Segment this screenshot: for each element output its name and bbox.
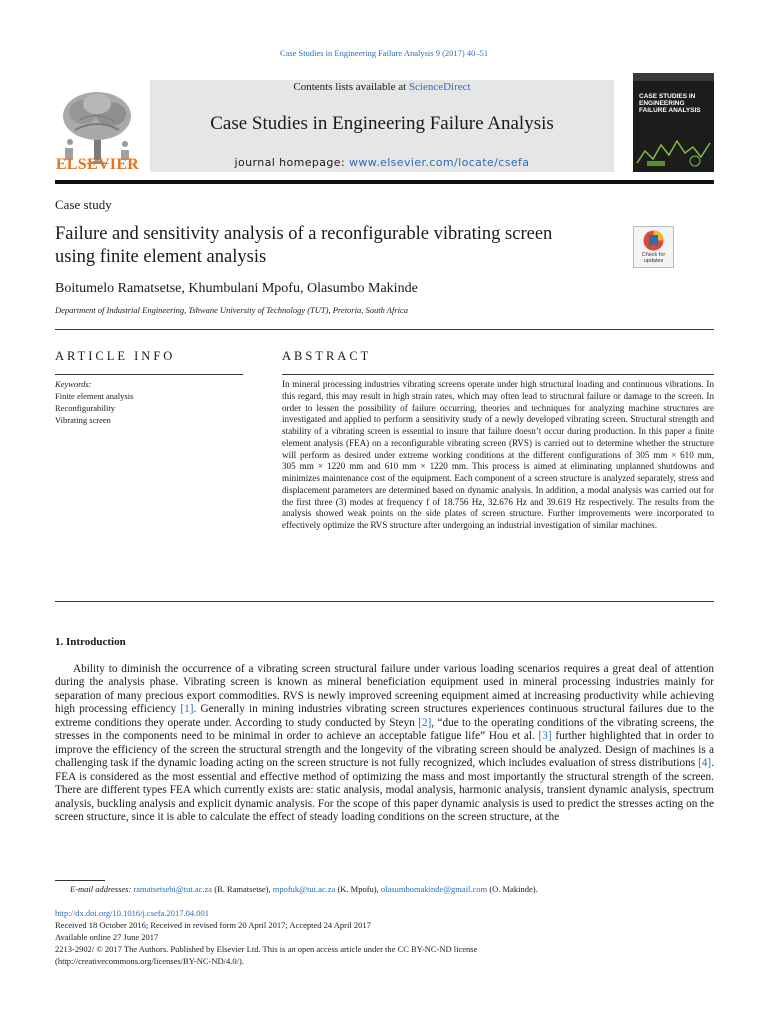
article-type: Case study <box>55 197 112 212</box>
paper-title <box>55 223 630 269</box>
keyword-item: Reconfigurability <box>55 403 115 413</box>
check-for-updates-button[interactable] <box>633 226 674 268</box>
paper-title-line-1: Failure and sensitivity analysis of a reconfigurable vibrating screen <box>55 224 553 244</box>
journal-citation[interactable]: Case Studies in Engineering Failure Analysis 9 (2017) 40–51 <box>279 48 489 58</box>
divider-top <box>55 329 714 330</box>
keyword-item: Finite element analysis <box>55 391 134 401</box>
author-list: Boitumelo Ramatsetse, Khumbulani Mpofu, Olasumbo Makinde <box>55 281 418 296</box>
email-footnote <box>70 884 538 894</box>
email-link-ramatsetse[interactable]: ramatsetsebi@tut.ac.za <box>133 884 213 894</box>
reference-link-1[interactable]: [1] <box>180 703 194 716</box>
sciencedirect-link[interactable]: ScienceDirect <box>408 81 471 93</box>
footnote-rule <box>55 880 105 881</box>
homepage-link[interactable]: www.elsevier.com/locate/csefa <box>348 156 530 169</box>
online-date-line: Available online 27 June 2017 <box>55 932 159 942</box>
cover-title: CASE STUDIES IN ENGINEERING FAILURE ANALYSIS <box>639 93 701 114</box>
header-rule <box>55 180 714 184</box>
article-info-heading: ARTICLE INFO <box>55 349 176 363</box>
intro-text-segment: further highlighted that in order to improve the efficiency of the screen the structural strength and the longevity of the vibrating screen should be analyzed. Design of machines is a challenging task if the dynamic loading acting on the screen structure is not fully recognized, which includes evaluation of stress distributions <box>55 730 714 770</box>
reference-link-2[interactable]: [2] <box>418 716 432 729</box>
cover-top-band <box>633 73 714 81</box>
elsevier-logo-text: ELSEVIER <box>55 156 140 173</box>
contents-available-line <box>150 81 614 93</box>
email-label: E-mail addresses: <box>70 884 134 894</box>
article-info-rule <box>55 374 243 375</box>
keyword-item: Vibrating screen <box>55 415 111 425</box>
journal-cover-thumbnail[interactable] <box>633 73 714 172</box>
abstract-rule <box>282 374 714 375</box>
reference-link-3[interactable]: [3] <box>538 730 552 743</box>
email-owner: (K. Mpofu), <box>335 884 381 894</box>
homepage-prefix: journal homepage: <box>234 156 349 169</box>
section-heading-introduction: 1. Introduction <box>55 636 126 648</box>
journal-homepage-line <box>150 156 614 169</box>
crossmark-icon <box>643 230 664 251</box>
email-link-makinde[interactable]: olasumbomakinde@gmail.com <box>380 884 488 894</box>
reference-link-4[interactable]: [4] <box>698 757 712 770</box>
intro-text-segment: . FEA is considered as the most essential and effective method of optimizing the mass and most importantly the structural strength of the screen. There are different types FEA which currently exists are: static analysis, modal analysis, harmonic analysis, transient dynamic analysis, spectrum analysis, buckling analysis and explicit dynamic analysis. For the scope of this paper dynamic analysis is used to predict the stresses acting on the screen structure, since it is able to calculate the effect of steady loading conditions on the screen structure, at the <box>55 757 714 823</box>
contents-prefix: Contents lists available at <box>293 81 409 93</box>
abstract-heading: ABSTRACT <box>282 349 372 363</box>
license-line: 2213-2902/ © 2017 The Authors. Published by Elsevier Ltd. This is an open access article under the CC BY-NC-ND license <box>55 944 478 954</box>
affiliation: Department of Industrial Engineering, Tshwane University of Technology (TUT), Pretoria, South Africa <box>55 305 409 315</box>
license-url-line[interactable]: (http://creativecommons.org/licenses/BY-NC-ND/4.0/). <box>55 956 244 966</box>
divider-bottom <box>55 601 714 602</box>
doi-link[interactable]: http://dx.doi.org/10.1016/j.csefa.2017.04.001 <box>55 908 210 918</box>
intro-text-segment: . Generally in mining industries vibrating screen structures experiences continuous structural failures due to the extreme conditions they operate under. According to study conducted by Steyn <box>55 703 714 729</box>
intro-text-segment: , “due to the operating conditions of the vibrating screens, the stresses in the components need to be minimal in order to achieve an acceptable fatigue life” Hou et al. <box>55 716 715 743</box>
abstract-text: In mineral processing industries vibrating screens operate under high structural loading and continuous vibrations. In this regard, this may result in high strain rates, which may often lead to structural failure or damage to the screen. In order to lessen the possibility of failure occurring, theories and techniques for analyzing machine structures are investigated and applied to perform a sensitivity study of a newly developed vibrating screen. Structural strength and stability of a vibrating screen is essential to insure that failure doesn’t occur during production. In this paper a finite element analysis (FEA) on a reconfigurable vibrating screen (RVS) is carried out to determine whether the structure will perform as desired under extreme working conditions at the different configurations of 305 mm × 610 mm, 305 mm × 1220 mm and 610 mm × 1220 mm. This process is aimed at eliminating unplanned shutdowns and minimizes maintenance cost of the equipment. Each component of a screen structure is analyzed separately, stress and displacement parameters are determined based on dynamic analysis. In addition, a modal analysis was carried out for the first three (3) modes at frequency f of 18.756 Hz, 32.676 Hz and 39.619 Hz respectively. The results from the analysis showed weak points on the side plates of screen structure. Further improvements were incorporated to effectively optimize the RVS structure after undergoing an industrial investigation of similar machines. <box>282 379 714 530</box>
paper-title-line-2: using finite element analysis <box>55 247 267 267</box>
keywords-label: Keywords: <box>55 379 92 389</box>
crossmark-label: Check for updates <box>641 252 666 264</box>
email-link-mpofu[interactable]: mpofuk@tut.ac.za <box>272 884 336 894</box>
cover-artwork <box>635 133 712 169</box>
intro-text-segment: Ability to diminish the occurrence of a vibrating screen structural failure under various loading scenarios requires a great deal of attention during the analysis phase. Vibrating screen is known as mineral beneficiation equipment used in mineral processing industries mainly for separation of many precious export commodities. RVS is newly improved screening equipment aimed at increasing productivity while achieving high processing efficiency <box>55 663 714 716</box>
journal-title: Case Studies in Engineering Failure Analysis <box>210 113 554 134</box>
introduction-paragraph <box>55 663 714 824</box>
email-owner: (O. Makinde). <box>487 884 538 894</box>
article-history-line: Received 18 October 2016; Received in revised form 20 April 2017; Accepted 24 April 2017 <box>55 920 371 930</box>
email-owner: (B. Ramatsetse), <box>212 884 273 894</box>
